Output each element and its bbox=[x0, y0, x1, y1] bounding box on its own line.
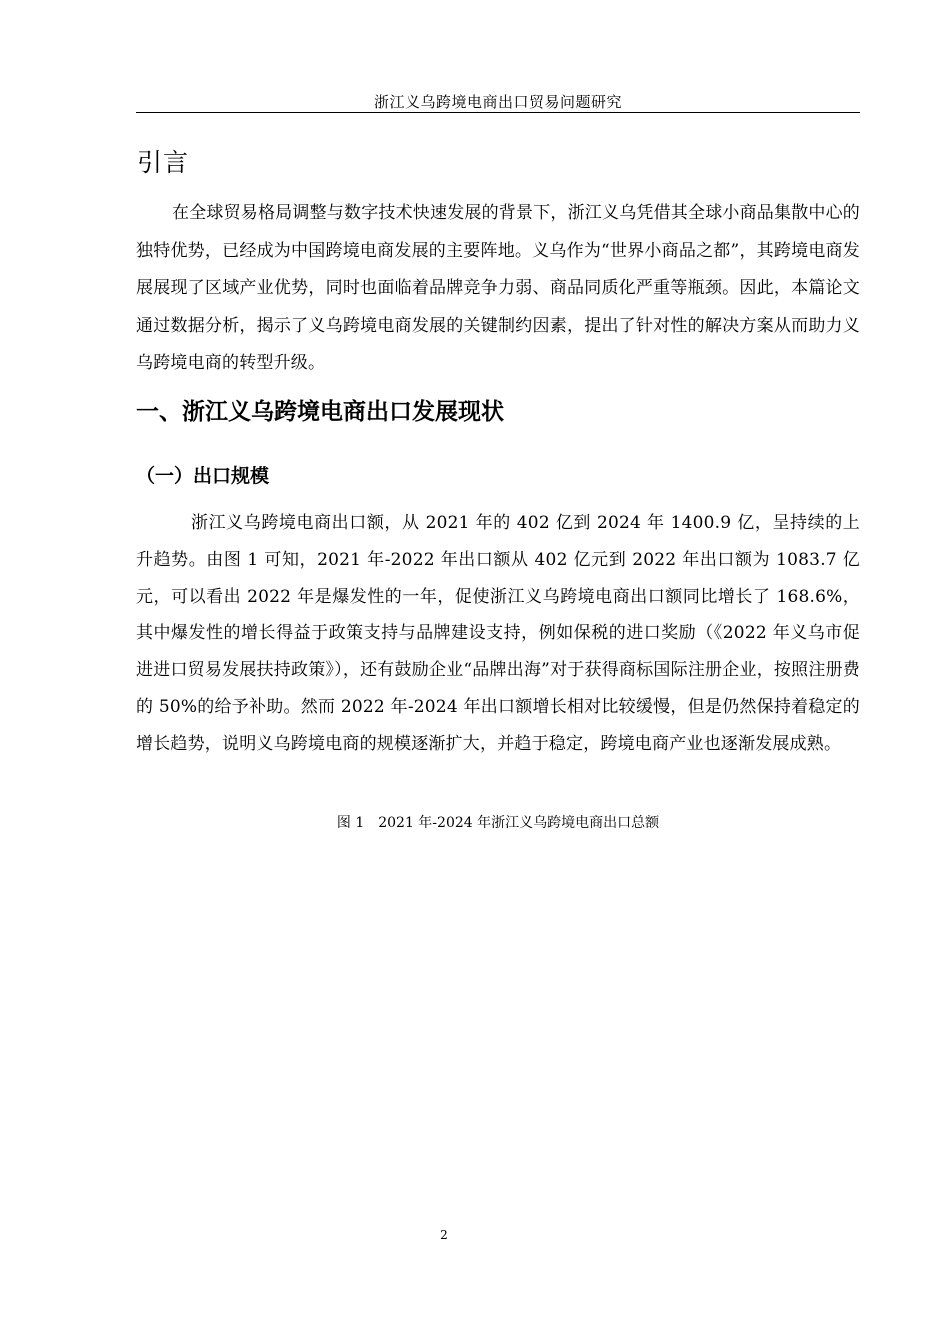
intro-heading: 引言 bbox=[137, 148, 190, 177]
page-number: 2 bbox=[440, 1228, 448, 1242]
subsection-heading: （一）出口规模 bbox=[136, 465, 270, 487]
header-rule bbox=[136, 112, 860, 113]
section-heading: 一、浙江义乌跨境电商出口发展现状 bbox=[136, 399, 504, 425]
running-header: 浙江义乌跨境电商出口贸易问题研究 bbox=[373, 93, 622, 111]
figure-caption: 图 1 2021 年-2024 年浙江义乌跨境电商出口总额 bbox=[336, 815, 660, 831]
export-scale-paragraph: 浙江义乌跨境电商出口额，从 2021 年的 402 亿到 2024 年 1400.9 亿，呈持续的上升趋势。由图 1 可知，2021 年-2022 年出口额从 402 亿元到 2022 年出口额为 1083.7 亿元，可以看出 2022 年是爆发性的一年，促使浙江义乌跨境电商出口额同比增长了 168.6%，其中爆发性的增长得益于政策支持与品牌建设支持，例如保税的进口奖励（《2022 年义乌市促进进口贸易发展扶持政策》），还有鼓励企业“品牌出海”对于获得商标国际注册企业，按照注册费的 50%的给予补助。然而 2022 年-2024 年出口额增长相对比较缓慢，但是仍然保持着稳定的增长趋势，说明义乌跨境电商的规模逐渐扩大，并趋于稳定，跨境电商产业也逐渐发展成熟。 bbox=[136, 513, 860, 754]
intro-paragraph: 在全球贸易格局调整与数字技术快速发展的背景下，浙江义乌凭借其全球小商品集散中心的独特优势，已经成为中国跨境电商发展的主要阵地。义乌作为“世界小商品之都”，其跨境电商发展展现了区域产业优势，同时也面临着品牌竞争力弱、商品同质化严重等瓶颈。因此，本篇论文通过数据分析，揭示了义乌跨境电商发展的关键制约因素，提出了针对性的解决方案从而助力义乌跨境电商的转型升级。 bbox=[136, 203, 860, 373]
